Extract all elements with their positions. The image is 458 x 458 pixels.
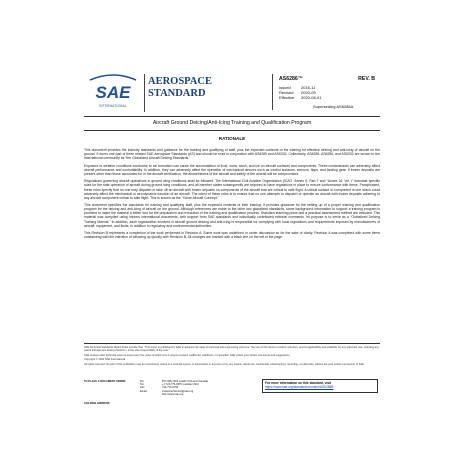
footer-note: SAE Technical Standards Board Rules provide that: “This report is published by SAE to advance the state of technical and engineering sciences. The use of this report is entirely voluntary, and its applicability and suitability for any particular use, including any patent infringement arising therefrom, is the sole responsibility of the user.” (84, 346, 379, 353)
divider (84, 130, 380, 131)
document-title: Aircraft Ground Deicing/Anti-Icing Training and Qualification Program (152, 120, 312, 126)
document-number: AS6286™ (279, 76, 303, 82)
standard-type (148, 76, 268, 100)
document-header (84, 70, 380, 114)
sae-logo (86, 74, 145, 112)
divider (84, 343, 380, 344)
supersedes-note: Superseding AS6286A (313, 103, 354, 109)
date-row: Issued 2016-11 (279, 85, 316, 90)
paragraph: This document specifies the standards for training and qualifying staff, plus the expected contents of their training. It provides guidance for the setting up of a proper training and qualification program for the deicing and anti-icing of aircraft on the ground. Although references are made to the other two globalized standards, some background information to support a training program is provided to make the material a better tool for the preparation and execution of the training and qualification process. Standard teaching plans and a practical assessment method are included. This material was compiled using various international documents, with support from SAE standards and individually contributed editorial comments. Its purpose is to serve as a “Globalized Deicing Training Manual.” In addition, each organization involved in aircraft ground deicing and anti-icing is responsible for complying with local regulations and requirements imposed by manufacturers of aircraft, equipment, and fluids, in addition to regulatory and environmental authorities. (84, 203, 380, 228)
divider (84, 116, 380, 117)
document-dates (273, 82, 377, 101)
web-address-label: SAE WEB ADDRESS: (84, 402, 111, 405)
logo-tagline: INTERNATIONAL (99, 104, 127, 108)
paragraph: This Revision B represents a completion of the work performed in Revision A. Some work was undefined or under discussion so for the sake of clarity, Revision A was completed with some items outstanding with the intention of following up quickly with Revision B. All changes are marked with a black line on the left of the page. (84, 231, 380, 240)
order-info: TO PLACE A DOCUMENT ORDER: Tel: 877-606-7323 (inside USA and Canada) Tel: +1 724-776-4970 (outside USA) Fax: 724-776-0790 Email: CustomerService@sae.org http://www.sae.org (84, 380, 209, 396)
email-link[interactable]: CustomerService@sae.org (162, 389, 194, 393)
standard-link[interactable]: https://www.sae.org/standards/content/AS6286B (265, 385, 334, 389)
revision-label: REV. B (358, 76, 375, 82)
contact-section (84, 380, 380, 405)
document-body (84, 148, 380, 243)
date-row: Effective 2020-08-01 (279, 95, 322, 101)
footer-copyright: Copyright © 2020 SAE International (84, 358, 126, 362)
logo-text: SAE (95, 83, 131, 102)
footer-note: All rights reserved. No part of this publication may be reproduced, stored in a retrieval system or transmitted, in any form or by any means, electronic, mechanical, photocopying, recording, or otherwise, without the prior written permission of SAE. (84, 362, 365, 366)
more-info-box (262, 379, 378, 393)
order-label: TO PLACE A DOCUMENT ORDER: (84, 380, 127, 383)
document-footer (84, 346, 380, 405)
paragraph: This document provides the industry standards and guidance for the training and qualifying of staff, plus the expected contents of the training for effective deicing and anti-icing of aircraft on the ground. It forms one part of three related SAE Aerospace Standards (AS) and should be read in conjunction with AS6285 and AS6332. Collectively, AS6285, AS6286, and AS6332 are known to the international community as “the Globalized Aircraft Deicing Standards.” (84, 148, 380, 161)
more-info-title: For more information on this standard, visit (265, 381, 332, 385)
document-id-box (272, 74, 377, 110)
standard-line2: STANDARD (148, 88, 206, 99)
footer-note: SAE reviews each technical report at least every five years at which time it may be revised, reaffirmed, stabilized, or cancelled. SAE invites your written comments and suggestions. (84, 353, 291, 357)
standard-line1: AEROSPACE (148, 76, 212, 87)
paragraph: Regulations governing aircraft operations in ground icing conditions shall be followed. The International Civil Aviation Organization (ICAO “Annex 6, Part I” and “Annex 16, Vol. I” mandate specific rules for the safe operation of aircraft during ground icing conditions, and all member states subsequently are required to have regulations in place to ensure conformance with these. Paraphrased, these rules specify that no one may dispatch or take off an aircraft with frozen deposits on components of the aircraft that are critical to safe flight. A critical surface or component is one which could adversely affect the mechanical or aerodynamic function of an aircraft. The intent of these rules is to ensure that no one attempts to dispatch or operate an aircraft with frozen deposits adhering to any aircraft component critical to safe flight. This is known as the “Clean Aircraft Concept.” (84, 179, 380, 200)
website-link[interactable]: http://www.sae.org (162, 392, 184, 396)
section-heading: RATIONALE (218, 136, 246, 141)
paragraph: Exposure to weather conditions conducive to ice formation can cause the accumulation of frost, snow, slush, and ice on aircraft surfaces and components. These contaminants can adversely affect aircraft performance and controllability. In addition, they can adversely affect the operation of mechanical devices such as control surfaces, sensors, flaps, and landing gear. If frozen deposits are present other than those accounted for in the aircraft certification, the airworthiness of the aircraft and safety of the aircraft will be compromised. (84, 163, 380, 176)
date-row: Revised 2020-05 (279, 90, 316, 96)
document-page (84, 70, 380, 405)
